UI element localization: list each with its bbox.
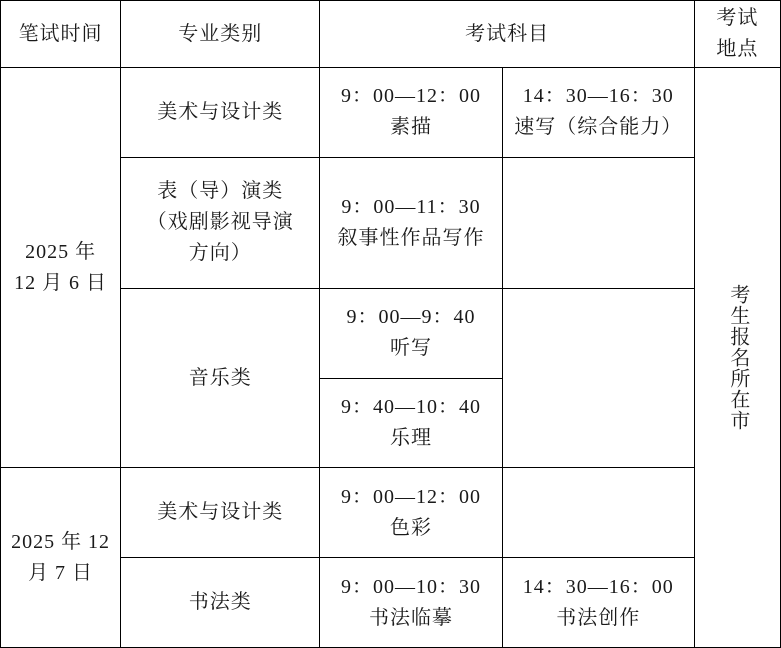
subject-slot2-row1 xyxy=(502,68,694,158)
category-fine-arts-design-day1: 美术与设计类 xyxy=(121,68,320,158)
subject-slot2-row1-time: 14：30—16：30 xyxy=(522,85,674,108)
category-performance-directing-line2: （戏剧影视导演 xyxy=(146,211,294,234)
subject-slot1-row3b-name: 乐理 xyxy=(390,427,432,450)
table-row xyxy=(1,468,781,558)
header-exam-time: 笔试时间 xyxy=(1,1,121,68)
subject-slot2-row4-empty xyxy=(502,468,694,558)
subject-slot1-row4-name: 色彩 xyxy=(390,516,432,539)
subject-slot1-row4-time: 9：00—12：00 xyxy=(341,485,481,508)
category-performance-directing xyxy=(121,157,320,288)
category-performance-directing-line3: 方向） xyxy=(188,242,252,265)
subject-slot1-row3b xyxy=(320,378,502,468)
exam-place-text: 考生报名所在市 xyxy=(726,284,749,431)
exam-date-day2-line1: 2025 年 12 xyxy=(11,530,111,553)
subject-slot1-row3b-time: 9：40—10：40 xyxy=(341,396,481,419)
header-exam-place xyxy=(694,1,780,68)
subject-slot2-row5 xyxy=(502,558,694,648)
exam-place-value xyxy=(694,68,780,648)
category-music: 音乐类 xyxy=(121,289,320,468)
subject-slot1-row2 xyxy=(320,157,502,288)
subject-slot1-row5 xyxy=(320,558,502,648)
subject-slot2-row3-empty xyxy=(502,289,694,468)
header-exam-place-line2: 地点 xyxy=(716,38,759,60)
header-exam-place-line1: 考试 xyxy=(716,7,759,29)
subject-slot1-row1-name: 素描 xyxy=(390,116,432,139)
table-row xyxy=(1,68,781,158)
subject-slot1-row5-name: 书法临摹 xyxy=(369,606,453,629)
category-calligraphy: 书法类 xyxy=(121,558,320,648)
category-performance-directing-line1: 表（导）演类 xyxy=(157,180,284,203)
subject-slot2-row1-name: 速写（综合能力） xyxy=(514,116,683,139)
header-major-category: 专业类别 xyxy=(121,1,320,68)
exam-date-day1-line1: 2025 年 xyxy=(25,240,97,263)
header-exam-subject: 考试科目 xyxy=(320,1,694,68)
subject-slot1-row4 xyxy=(320,468,502,558)
category-fine-arts-design-day2: 美术与设计类 xyxy=(121,468,320,558)
exam-date-day1-line2: 12 月 6 日 xyxy=(14,271,108,294)
subject-slot1-row2-time: 9：00—11：30 xyxy=(341,195,481,218)
subject-slot2-row2-empty xyxy=(502,157,694,288)
subject-slot1-row5-time: 9：00—10：30 xyxy=(341,575,481,598)
subject-slot1-row1-time: 9：00—12：00 xyxy=(341,85,481,108)
exam-date-day2-line2: 月 7 日 xyxy=(28,561,94,584)
subject-slot1-row3a-time: 9：00—9：40 xyxy=(346,306,476,329)
subject-slot1-row3a-name: 听写 xyxy=(390,337,432,360)
header-row xyxy=(1,1,781,68)
subject-slot1-row2-name: 叙事性作品写作 xyxy=(337,226,485,249)
table-header xyxy=(1,1,781,68)
table-body xyxy=(1,68,781,648)
subject-slot1-row3a xyxy=(320,289,502,379)
exam-date-day1 xyxy=(1,68,121,468)
subject-slot1-row1 xyxy=(320,68,502,158)
exam-date-day2 xyxy=(1,468,121,648)
subject-slot2-row5-name: 书法创作 xyxy=(556,606,641,629)
subject-slot2-row5-time: 14：30—16：00 xyxy=(522,575,674,598)
